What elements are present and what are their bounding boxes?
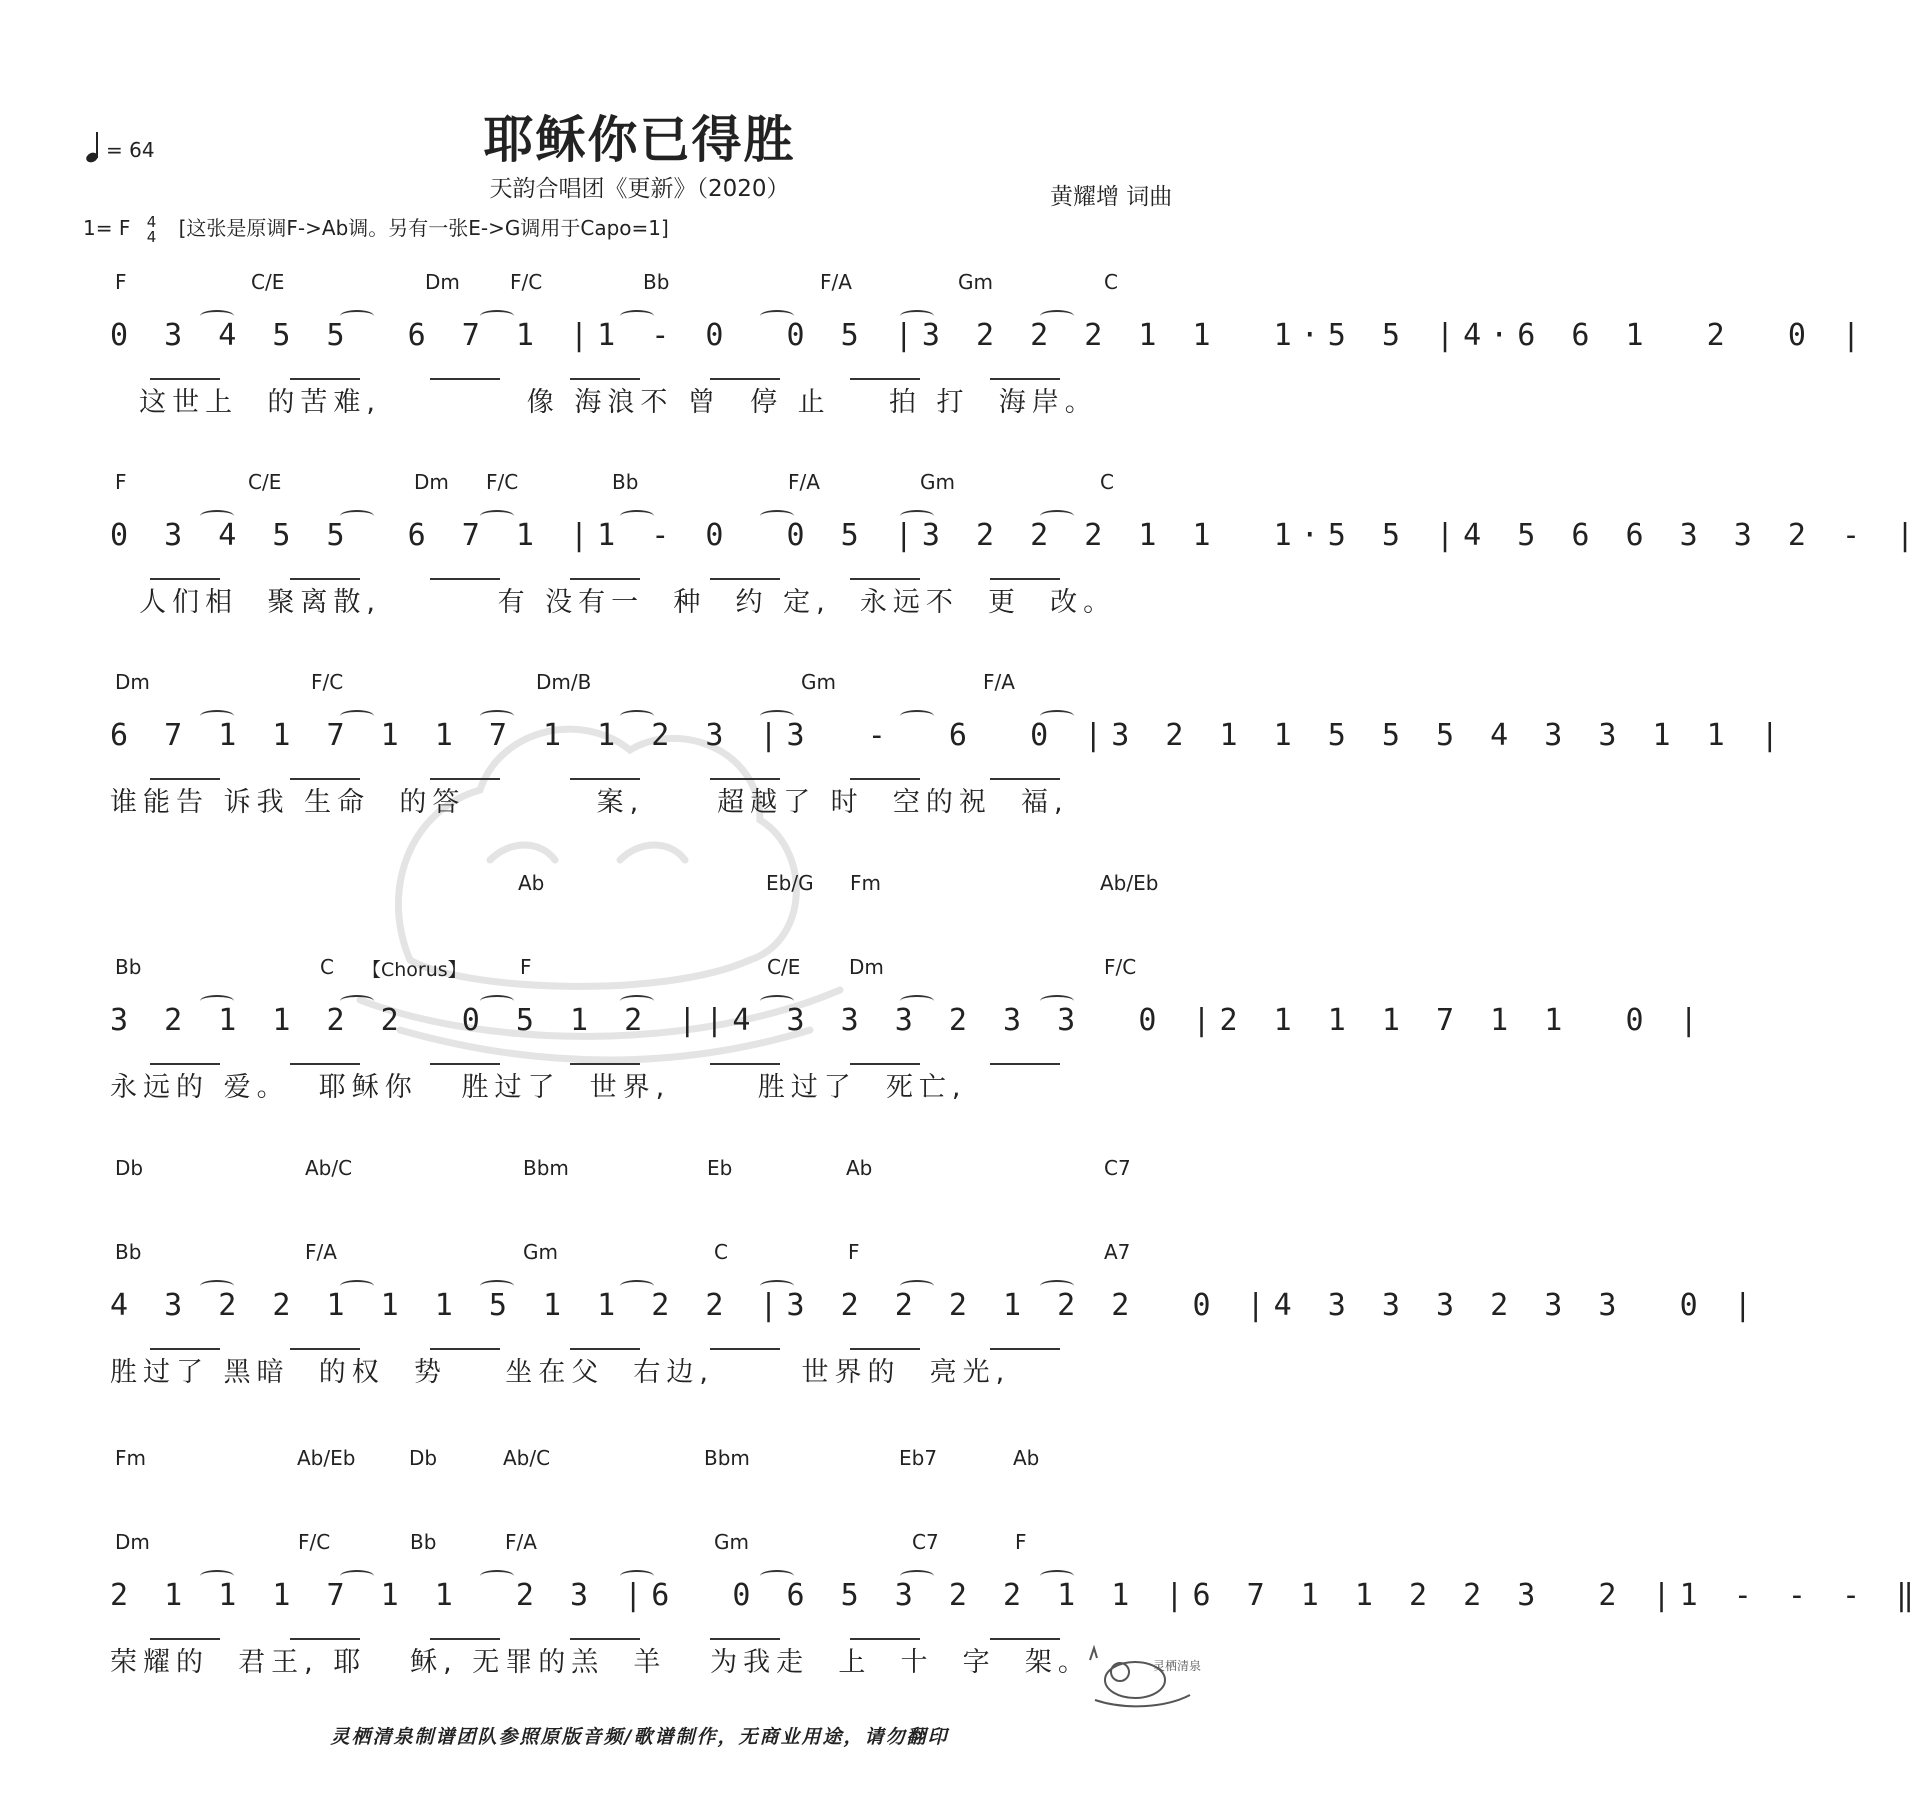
tie-arc [340, 310, 374, 322]
tie-arc [760, 710, 794, 722]
chord-symbol: Bb [115, 955, 142, 979]
chord-symbol: Bb [612, 470, 639, 494]
tie-arc [1040, 710, 1074, 722]
chord-symbol: F/C [510, 270, 543, 294]
chord-symbol: Gm [801, 670, 836, 694]
tie-arc [620, 310, 654, 322]
tie-arc [1040, 310, 1074, 322]
chord-symbol: Ab/C [503, 1446, 551, 1470]
song-title: 耶稣你已得胜 [483, 111, 796, 169]
chord-symbol: C7 [1104, 1156, 1131, 1180]
chord-symbol: Ab/C [305, 1156, 353, 1180]
chord-symbol: Bb [115, 1240, 142, 1264]
lyrics-line: 谁能告 诉我 生命 的答 案, 超越了 时 空的祝 福, [110, 787, 1069, 818]
chord-symbol: F [520, 955, 532, 979]
chord-symbol: Ab/Eb [297, 1446, 356, 1470]
tie-arc [340, 710, 374, 722]
logo-icon [1085, 1640, 1202, 1710]
tie-arc [340, 510, 374, 522]
beam-line [990, 1063, 1060, 1065]
tie-arc [200, 710, 234, 722]
section-label: 【Chorus】 [362, 959, 467, 981]
tie-arc [340, 1280, 374, 1292]
tie-arc [760, 1280, 794, 1292]
chord-symbol: F/A [788, 470, 820, 494]
tie-arc [900, 710, 934, 722]
chord-symbol: Fm [115, 1446, 146, 1470]
chord-symbol: C/E [251, 270, 285, 294]
chord-symbol: Bbm [523, 1156, 569, 1180]
jianpu-notes: 2 1 1 1 7 1 1 2 3 |6 0 6 5 3 2 2 1 1 |6 7 1 1 2 2 3 2 |1 - - - ‖ [110, 1578, 1923, 1613]
tie-arc [760, 310, 794, 322]
chord-symbol: F/A [983, 670, 1015, 694]
chord-symbol: F [848, 1240, 860, 1264]
chord-symbol: Fm [850, 871, 881, 895]
tie-arc [760, 995, 794, 1007]
chord-symbol: F [1015, 1530, 1027, 1554]
tie-arc [900, 310, 934, 322]
chord-symbol: C [320, 955, 334, 979]
tie-arc [760, 1570, 794, 1582]
tie-arc [1040, 510, 1074, 522]
footer-note: 灵栖清泉制谱团队参照原版音频/歌谱制作，无商业用途，请勿翻印 [330, 1726, 949, 1748]
chord-symbol: Gm [714, 1530, 749, 1554]
tie-arc [480, 1280, 514, 1292]
chord-symbol: Db [115, 1156, 144, 1180]
chord-symbol: Bbm [704, 1446, 750, 1470]
chord-symbol: Ab/Eb [1100, 871, 1159, 895]
time-signature [146, 212, 157, 246]
song-author: 黄耀增 词曲 [1050, 184, 1173, 210]
chord-symbol: Dm/B [536, 670, 592, 694]
chord-symbol: Dm [425, 270, 460, 294]
tie-arc [900, 1570, 934, 1582]
chord-symbol: Dm [115, 1530, 150, 1554]
tie-arc [200, 995, 234, 1007]
chord-symbol: Gm [523, 1240, 558, 1264]
chord-symbol: C/E [248, 470, 282, 494]
chord-symbol: C [714, 1240, 728, 1264]
chord-symbol: C [1100, 470, 1114, 494]
tie-arc [620, 510, 654, 522]
chord-symbol: Bb [410, 1530, 437, 1554]
tie-arc [480, 995, 514, 1007]
lyrics-line: 这世上 的苦难, 像 海浪不 曾 停 止 拍 打 海岸。 [110, 387, 1098, 418]
tie-arc [480, 510, 514, 522]
time-bottom: 4 [146, 227, 157, 246]
lyrics-line: 永远的 爱。 耶稣你 胜过了 世界, 胜过了 死亡, [110, 1072, 967, 1103]
chord-symbol: Dm [414, 470, 449, 494]
chord-symbol: F/A [505, 1530, 537, 1554]
tie-arc [340, 995, 374, 1007]
key-signature: 1= F [83, 216, 131, 240]
jianpu-notes: 6 7 1 1 7 1 1 7 1 1 2 3 |3 - 6 0 |3 2 1 1 5 5 5 4 3 3 1 1 | [110, 718, 1788, 753]
tie-arc [900, 995, 934, 1007]
tie-arc [200, 1280, 234, 1292]
tie-arc [900, 1280, 934, 1292]
chord-symbol: Db [409, 1446, 438, 1470]
chord-symbol: F/A [820, 270, 852, 294]
tie-arc [1040, 1280, 1074, 1292]
chord-symbol: Ab [1013, 1446, 1040, 1470]
chord-symbol: Dm [115, 670, 150, 694]
key-note: [这张是原调F->Ab调。另有一张E->G调用于Capo=1] [178, 216, 669, 240]
tie-arc [900, 510, 934, 522]
chord-symbol: C [1104, 270, 1118, 294]
jianpu-notes: 0 3 4 5 5 6 7 1 |1 - 0 0 5 |3 2 2 2 1 1 1·5 5 |4·6 6 1 2 0 | [110, 318, 1869, 353]
chord-symbol: Eb7 [899, 1446, 938, 1470]
lyrics-line: 荣耀的 君王, 耶 稣, 无罪的羔 羊 为我走 上 十 字 架。 [110, 1647, 1091, 1678]
tie-arc [340, 1570, 374, 1582]
tie-arc [480, 710, 514, 722]
chord-symbol: Ab [518, 871, 545, 895]
chord-symbol: F/C [486, 470, 519, 494]
time-top: 4 [146, 212, 157, 231]
chord-symbol: Dm [849, 955, 884, 979]
tie-arc [620, 1280, 654, 1292]
chord-symbol: F/C [311, 670, 344, 694]
chord-symbol: Eb/G [766, 871, 814, 895]
chord-symbol: Eb [707, 1156, 733, 1180]
tie-arc [200, 510, 234, 522]
chord-symbol: F [115, 270, 127, 294]
jianpu-notes: 0 3 4 5 5 6 7 1 |1 - 0 0 5 |3 2 2 2 1 1 1·5 5 |4 5 6 6 3 3 2 - | [110, 518, 1923, 553]
chord-symbol: Ab [846, 1156, 873, 1180]
jianpu-notes: 3 2 1 1 2 2 0 5 1 2 ||4 3 3 3 2 3 3 0 |2 1 1 1 7 1 1 0 | [110, 1003, 1707, 1038]
chord-symbol: Gm [958, 270, 993, 294]
lyrics-line: 胜过了 黑暗 的权 势 坐在父 右边, 世界的 亮光, [110, 1357, 1011, 1388]
chord-symbol: F/C [298, 1530, 331, 1554]
tie-arc [480, 310, 514, 322]
chord-symbol: F/A [305, 1240, 337, 1264]
lyrics-line: 人们相 聚离散, 有 没有一 种 约 定, 永远不 更 改。 [110, 587, 1117, 618]
key-signature-line [83, 212, 669, 245]
logo-text: 灵栖清泉 [1153, 1659, 1202, 1673]
tie-arc [620, 995, 654, 1007]
tie-arc [200, 310, 234, 322]
tie-arc [620, 1570, 654, 1582]
tie-arc [760, 510, 794, 522]
tie-arc [200, 1570, 234, 1582]
chord-symbol: Bb [643, 270, 670, 294]
tie-arc [1040, 1570, 1074, 1582]
chord-symbol: Gm [920, 470, 955, 494]
chord-symbol: A7 [1104, 1240, 1131, 1264]
song-subtitle: 天韵合唱团《更新》（2020） [489, 176, 790, 202]
tie-arc [620, 710, 654, 722]
tempo-value: = 64 [106, 138, 155, 162]
tie-arc [480, 1570, 514, 1582]
chord-symbol: C7 [912, 1530, 939, 1554]
jianpu-notes: 4 3 2 2 1 1 1 5 1 1 2 2 |3 2 2 2 1 2 2 0 |4 3 3 3 2 3 3 0 | [110, 1288, 1761, 1323]
chord-symbol: F [115, 470, 127, 494]
chord-symbol: C/E [767, 955, 801, 979]
chord-symbol: F/C [1104, 955, 1137, 979]
tie-arc [1040, 995, 1074, 1007]
